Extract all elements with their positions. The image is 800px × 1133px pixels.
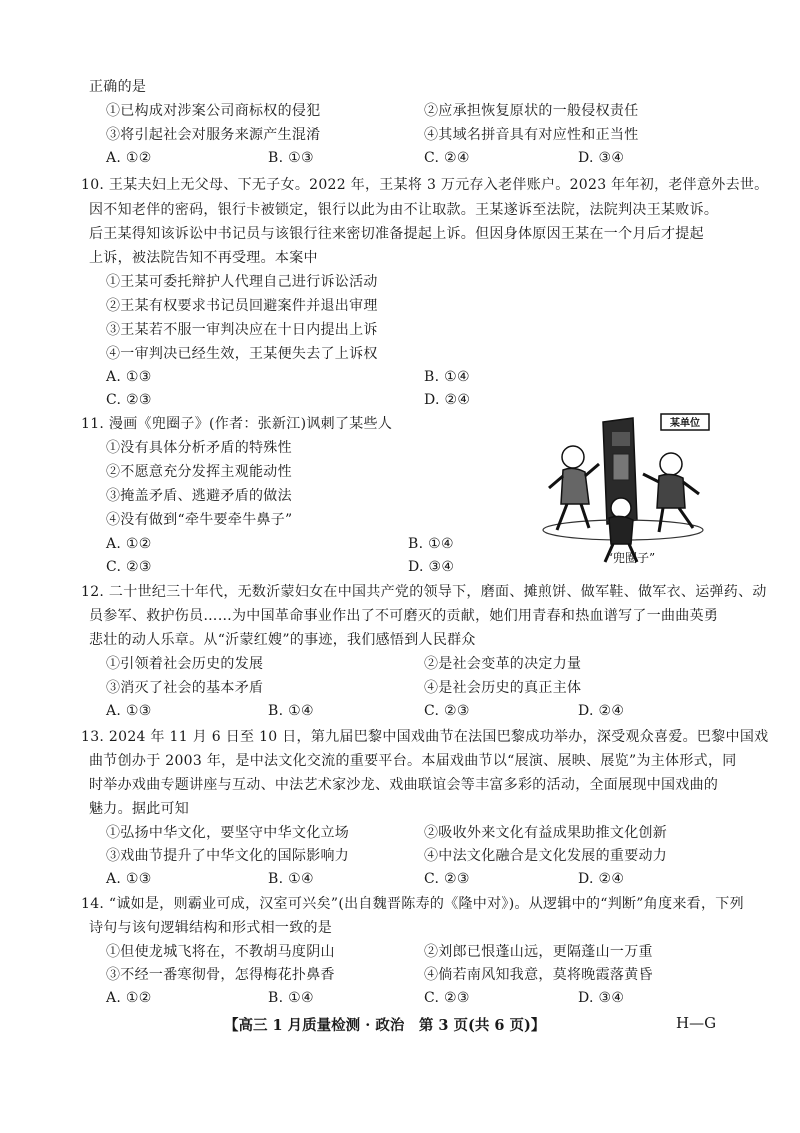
q10-option-a: A. ①③ xyxy=(106,369,152,385)
q12-statement-1: ①引领着社会历史的发展 xyxy=(106,656,264,672)
q14-statement-4: ④倘若南风知我意，莫将晚霞落黄昏 xyxy=(424,967,653,983)
q10-statement-3: ③王某若不服一审判决应在十日内提出上诉 xyxy=(106,322,378,338)
q9-option-b: B. ①③ xyxy=(268,150,314,166)
q10-stem-line-2: 因不知老伴的密码，银行卡被锁定，银行以此为由不让取款。王某遂诉至法院，法院判决王某败诉。 xyxy=(89,202,719,218)
q12-option-b: B. ①④ xyxy=(268,703,314,719)
q13-stem-line-2: 曲节创办于 2003 年，是中法文化交流的重要平台。本届戏曲节以“展演、展映、展览”为主体形式，同 xyxy=(89,753,737,769)
q10-option-b: B. ①④ xyxy=(424,369,470,385)
q10-option-c: C. ②③ xyxy=(106,392,152,408)
q14-option-b: B. ①④ xyxy=(268,990,314,1006)
q9-statement-1: ①已构成对涉案公司商标权的侵犯 xyxy=(106,103,321,119)
q10-stem-line-1: 10. 王某夫妇上无父母、下无子女。2022 年，王某将 3 万元存入老伴账户。2023 年年初，老伴意外去世。 xyxy=(81,177,769,193)
q13-option-c: C. ②③ xyxy=(424,871,470,887)
q10-statement-4: ④一审判决已经生效，王某便失去了上诉权 xyxy=(106,346,378,362)
q13-stem-line-3: 时举办戏曲专题讲座与互动、中法艺术家沙龙、戏曲联谊会等丰富多彩的活动，全面展现中国戏曲的 xyxy=(89,777,719,793)
q11-option-b: B. ①④ xyxy=(408,536,454,552)
q9-stem-tail: 正确的是 xyxy=(89,79,147,95)
q12-stem-line-1: 12. 二十世纪三十年代，无数沂蒙妇女在中国共产党的领导下，磨面、摊煎饼、做军鞋、做军衣、运弹药、动 xyxy=(81,584,767,600)
q11-statement-2: ②不愿意充分发挥主观能动性 xyxy=(106,464,292,480)
q10-statement-2: ②王某有权要求书记员回避案件并退出审理 xyxy=(106,298,378,314)
q11-option-d: D. ③④ xyxy=(408,559,455,575)
q11-option-c: C. ②③ xyxy=(106,559,152,575)
q12-option-a: A. ①③ xyxy=(106,703,152,719)
q13-statement-4: ④中法文化融合是文化发展的重要动力 xyxy=(424,848,668,864)
q9-option-d: D. ③④ xyxy=(578,150,625,166)
q12-statement-4: ④是社会历史的真正主体 xyxy=(424,680,582,696)
cartoon-caption: “兜圈子” xyxy=(606,551,656,565)
q14-stem-line-1: 14. “诚如是，则霸业可成，汉室可兴矣”(出自魏晋陈寿的《隆中对》)。从逻辑中的“判断”角度来看，下列 xyxy=(81,896,744,912)
q10-statement-1: ①王某可委托辩护人代理自己进行诉讼活动 xyxy=(106,274,378,290)
cartoon-sign-text: 某单位 xyxy=(670,418,700,429)
q13-statement-2: ②吸收外来文化有益成果助推文化创新 xyxy=(424,825,668,841)
q14-option-d: D. ③④ xyxy=(578,990,625,1006)
q12-stem-line-2: 员参军、救护伤员……为中国革命事业作出了不可磨灭的贡献，她们用青春和热血谱写了一曲曲英勇 xyxy=(89,608,719,624)
q13-option-a: A. ①③ xyxy=(106,871,152,887)
q9-statement-3: ③将引起社会对服务来源产生混淆 xyxy=(106,127,321,143)
q13-option-b: B. ①④ xyxy=(268,871,314,887)
q11-option-a: A. ①② xyxy=(106,536,152,552)
q11-statement-1: ①没有具体分析矛盾的特殊性 xyxy=(106,440,292,456)
q11-stem: 11. 漫画《兜圈子》(作者：张新江)讽刺了某些人 xyxy=(81,416,393,432)
q14-statement-1: ①但使龙城飞将在，不教胡马度阴山 xyxy=(106,944,335,960)
q9-option-a: A. ①② xyxy=(106,150,152,166)
q13-stem-line-1: 13. 2024 年 11 月 6 日至 10 日，第九届巴黎中国戏曲节在法国巴黎成功举办，深受观众喜爱。巴黎中国戏 xyxy=(81,729,769,745)
q13-stem-line-4: 魅力。据此可知 xyxy=(89,801,190,817)
q10-stem-line-3: 后王某得知该诉讼中书记员与该银行往来密切准备提起上诉。但因身体原因王某在一个月后才提起 xyxy=(89,226,704,242)
q12-option-c: C. ②③ xyxy=(424,703,470,719)
q10-stem-line-4: 上诉，被法院告知不再受理。本案中 xyxy=(89,250,318,266)
q9-statement-4: ④其域名拼音具有对应性和正当性 xyxy=(424,127,639,143)
q14-option-c: C. ②③ xyxy=(424,990,470,1006)
q14-option-a: A. ①② xyxy=(106,990,152,1006)
q13-statement-3: ③戏曲节提升了中华文化的国际影响力 xyxy=(106,848,350,864)
q13-statement-1: ①弘扬中华文化，要坚守中华文化立场 xyxy=(106,825,350,841)
q11-statement-4: ④没有做到“牵牛要牵牛鼻子” xyxy=(106,512,293,528)
footer-paper-code: H—G xyxy=(676,1014,717,1032)
q13-option-d: D. ②④ xyxy=(578,871,625,887)
q11-statement-3: ③掩盖矛盾、逃避矛盾的做法 xyxy=(106,488,292,504)
q12-option-d: D. ②④ xyxy=(578,703,625,719)
page-footer xyxy=(0,1014,800,1036)
cartoon-illustration xyxy=(533,412,723,572)
q14-stem-line-2: 诗句与该句逻辑结构和形式相一致的是 xyxy=(89,920,333,936)
q9-statement-2: ②应承担恢复原状的一般侵权责任 xyxy=(424,103,639,119)
q12-stem-line-3: 悲壮的动人乐章。从“沂蒙红嫂”的事迹，我们感悟到人民群众 xyxy=(89,632,476,648)
footer-exam-info: 【高三 1 月质量检测 · 政治 第 3 页(共 6 页)】 xyxy=(224,1017,546,1034)
q12-statement-3: ③消灭了社会的基本矛盾 xyxy=(106,680,264,696)
q12-statement-2: ②是社会变革的决定力量 xyxy=(424,656,582,672)
q10-option-d: D. ②④ xyxy=(424,392,471,408)
q14-statement-3: ③不经一番寒彻骨，怎得梅花扑鼻香 xyxy=(106,967,335,983)
q14-statement-2: ②刘郎已恨蓬山远，更隔蓬山一万重 xyxy=(424,944,653,960)
q9-option-c: C. ②④ xyxy=(424,150,470,166)
